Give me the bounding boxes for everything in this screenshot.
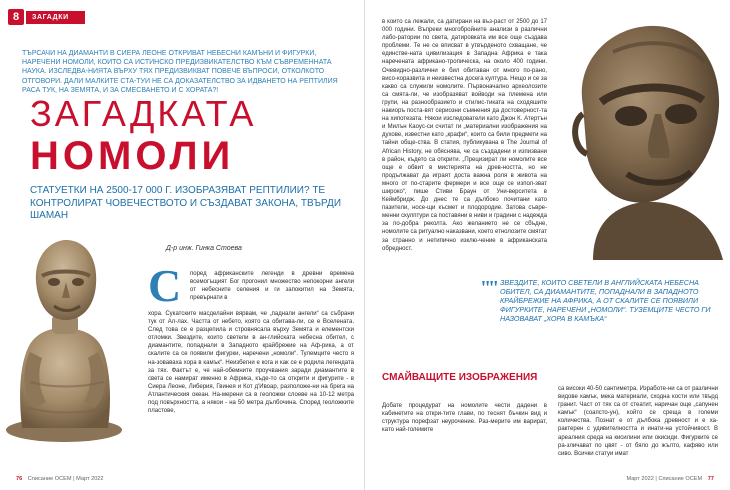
body-text-left-top: поред африканските легенди в древни времена всемогъщият Бог прогонил множество непокорни ангели от небесните селения и ги запокитил на Земята, превърнати в (190, 271, 354, 302)
nomoli-head-photo-right (553, 10, 730, 260)
folio-right: Март 2022 | Списание ОСЕМ 77 (626, 476, 714, 482)
page-number-right: 77 (707, 476, 714, 482)
nomoli-statue-photo-left (0, 232, 132, 444)
magazine-name-right: Списание ОСЕМ (658, 476, 703, 482)
article-subtitle: СТАТУЕТКИ НА 2500-17 000 Г. ИЗОБРАЗЯВАТ РЕПТИЛИИ? ТЕ КОНТРОЛИРАТ ЧОВЕЧЕСТВОТО И СЪЗДАВАТ ЗАКОНА, ТВЪРДИ ШАМАН (30, 185, 342, 221)
pullquote-mark: "" (480, 277, 497, 299)
pullquote: ЗВЕЗДИТЕ, КОИТО СВЕТЕЛИ В АНГЛИЙСКАТА НЕБЕСНА ОБИТЕЛ, СА ДИАМАНТИТЕ, ПОПАДНАЛИ В ЗАПАДНОТО КРАЙБРЕЖИЕ НА АФРИКА, А ОТ СКАЛИТЕ СЕ ПОЯВИЛИ ФИГУРКИТЕ, НАРЕЧЕНИ „НОМОЛИ“. ТУЗЕМЦИТЕ ЧЕСТО ГИ НАЗОВАВАТ „ХОРА В КАМЪКА“ (500, 278, 711, 323)
body-text-right-col1-bottom: Добате процедурат на номолите чести дадени в кабинетите на откри-тите глави, по теснят бъчкин вид и структура порефзат неурочение. Раз-мерите им варират, като най-големите (382, 403, 547, 434)
issue-date-right: Март 2022 (626, 476, 654, 482)
article-title-line1: ЗАГАДКАТА (30, 93, 257, 134)
body-text-right-col2: са високи 40-50 сантиметра. Изработе-ни са от различни видове камък, мека материали, сходна кости или твърд гранит. Част от тях са от стеатит, наричан още „сапунен камък“ (соапсто-ун), който се среща в големи количества. Познат е от дълбока древност и е ха-рактерен с удивителността и инати-на устойчивост. В ареалния среда на кисилини или окисиди. Фигурките се ра-зличават по цвят - от бяло до жълто, кафяво или сиво. Всички статуи имат (558, 386, 718, 457)
issue-date-left: Март 2022 (76, 476, 104, 482)
body-text-right-col1: в които са лежали, са датирани на въз-раст от 2500 до 17 000 години. Въпреки многобройните анализи в различни лабо-ратории по света, датировката им все още създава проблеми. Те не се вписват в утвърденото схващане, че единстве-ната цивилизация в Западна Африка е така наречената африкано-тропическа, на около 400 години. Очевидно-различни е бил обитаван от много по-рано, висо-коразвита и неизвестна досега култура. Нещо и се за какво са служили номолите. Първоначално археолозите са смята-ли, че изобразяват войводи на племена или групи, на разнообразието и стилис-тиката на сходяшите накиоръ поста-вят сериозни съмнения да достоверност-та на хипотезата. Някои изследователи като Джон К. Атертън и Милън Каоус-си считат ги „материални изображения на духове, известни като „крафи“, които са били предмети на тайни обще-ства. В статия, публикувана в The Journal of African History, не обяснява, че са създадени и изпизвани в район, където са открити. „Прецизират ли номолите все още е обвит в мистерията на древ-ността, но не продължават да играят доста важна роля в живота на много от по-старите фермери и все още се изпол-зват широко“, пише Стиви Браун от Уни-верситета в Кеймбридж. До днес те са дълбоко почитани като пазители, носе-щи късмет и плодородие. Затова съвре-менни скулптури са поставяни в ниви и градини с надежда за по-добра реколта. Ако желанието не се сбъдне, номолите са ритуално наказвани, което етнолозите смятат за странно и нетипично изклю-чение в африканската обредност. (382, 19, 547, 252)
section-label: ЗАГАДКИ (26, 11, 85, 24)
body-text-left: хора. Сукатските масделайни вярвам, че „паднали ангели“ са събрани тук от Ал-лах. Частта от небето, която са обитава-ли, се е Вселената. След това се е разцепила и стровнясала върху Земята и елементски отломки. Звездите, които светели в ан-глийската небесна обител, с диамантите, попаднали в Западното крайбрежие на Аф-рика, а от скалите са се появили фигурки, наречени „номоли“. Тулемците често я на-зоваваха хора в камък“. Неизбегни е кога и как се е родила легендата за тях. Фактът е, че най-обемните проучвания заради диамантите в света се намират именно в Африка, къде-то са открити и фигурите - в Сиера Леоне, Либерия, Гвинея и Кот д'Ивоар, разположе-ни на брега на Атлантическия океан. На-мерени са в геоложки слоеве на 10-12 метра под повърхността, а някои - на 50 метра дълбочина. Според геоложките пластове, (148, 311, 354, 415)
section-tab (0, 8, 85, 26)
drop-cap: С (148, 260, 182, 311)
folio-left: 76 Списание ОСЕМ | Март 2022 (16, 476, 104, 482)
section-subhead: СМАЙВАЩИТЕ ИЗОБРАЖЕНИЯ (382, 372, 538, 383)
article-title-line2: НОМОЛИ (30, 134, 235, 178)
article-author: Д-р инж. Гинка Стоева (166, 245, 242, 252)
right-page (365, 0, 730, 490)
magazine-name-left: Списание ОСЕМ (27, 476, 72, 482)
article-lead: ТЪРСАЧИ НА ДИАМАНТИ В СИЕРА ЛЕОНЕ ОТКРИВАТ НЕБЕСНИ КАМЪНИ И ФИГУРКИ, НАРЕЧЕНИ НОМОЛИ, КОИТО СА ИСТИНСКО ПРЕДИЗВИКАТЕЛСТВО КЪМ СЪВРЕМЕННАТА НАУКА. ИЗСЛЕДВА-НИЯТА ВЪРХУ ТЯХ ПРЕДИЗВИКВАТ ПОВЕЧЕ ВЪПРОСИ, ОТКОЛКОТО ОТГОВОРИ. ДАЛИ МАЛКИТЕ СТА-ТУИ НЕ СА ДОКАЗАТЕЛСТВО ЗА ИДВАНЕТО НА РЕПТИЛИЯ РАСА ТУК, НА ЗЕМЯТА, И ЗА СМЕСВАНЕТО И С ХОРАТА?! (22, 50, 338, 94)
page-number-left: 76 (16, 476, 23, 482)
section-number: 8 (8, 9, 24, 25)
